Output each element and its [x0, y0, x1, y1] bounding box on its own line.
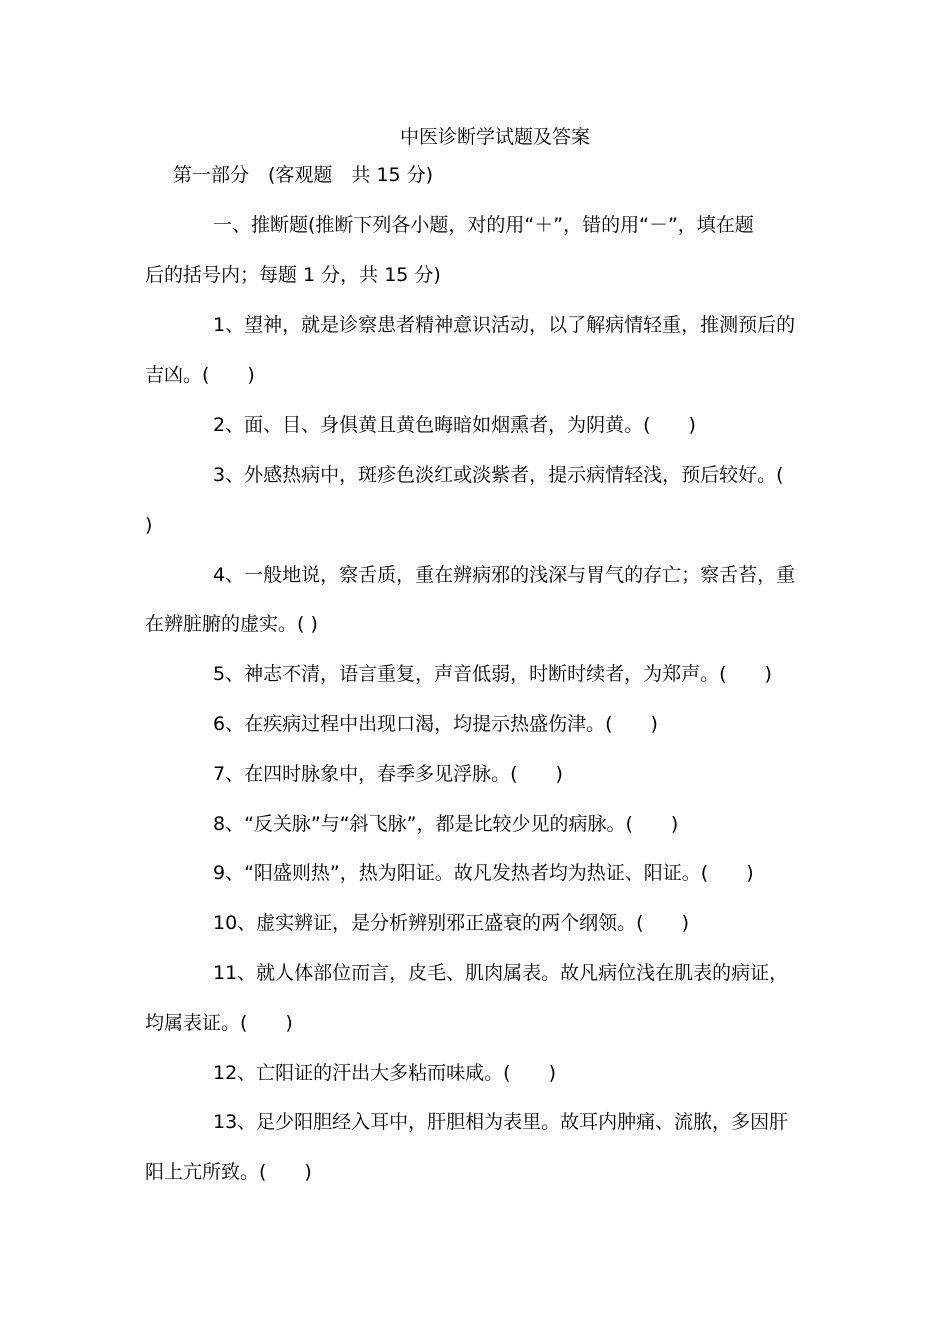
question-1-line-2: 吉凶。( ) [145, 364, 255, 386]
question-4-line-1: 4、一般地说，察舌质，重在辨病邪的浅深与胃气的存亡；察舌苔，重 [213, 564, 796, 586]
question-10: 10、虚实辨证，是分析辨别邪正盛衰的两个纲领。( ) [213, 912, 690, 934]
question-4-line-2: 在辨脏腑的虚实。( ) [145, 613, 318, 635]
question-11-line-1: 11、就人体部位而言，皮毛、肌肉属表。故凡病位浅在肌表的病证， [213, 962, 789, 984]
question-3-line-1: 3、外感热病中，斑疹色淡红或淡紫者，提示病情轻浅，预后较好。( [213, 464, 784, 486]
question-3-line-2: ) [145, 514, 153, 536]
section-heading-line-1: 一、推断题(推断下列各小题，对的用“＋”，错的用“－”，填在题 [213, 214, 754, 236]
section-heading-line-2: 后的括号内；每题 1 分，共 15 分) [145, 264, 441, 286]
question-13-line-1: 13、足少阳胆经入耳中，肝胆相为表里。故耳内肿痛、流脓，多因肝 [213, 1111, 789, 1133]
question-13-line-2: 阳上亢所致。( ) [145, 1161, 312, 1183]
question-7: 7、在四时脉象中，春季多见浮脉。( ) [213, 763, 563, 785]
question-6: 6、在疾病过程中出现口渴，均提示热盛伤津。( ) [213, 713, 658, 735]
question-5: 5、神志不清，语言重复，声音低弱，时断时续者，为郑声。( ) [213, 663, 772, 685]
document-title: 中医诊断学试题及答案 [399, 126, 590, 148]
question-2: 2、面、目、身俱黄且黄色晦暗如烟熏者，为阴黄。( ) [213, 414, 696, 436]
question-8: 8、“反关脉”与“斜飞脉”，都是比较少见的病脉。( ) [213, 813, 679, 835]
question-9: 9、“阳盛则热”，热为阳证。故凡发热者均为热证、阳证。( ) [213, 862, 754, 884]
question-11-line-2: 均属表证。( ) [145, 1012, 293, 1034]
part-heading: 第一部分 (客观题 共 15 分) [173, 164, 434, 186]
question-1-line-1: 1、望神，就是诊察患者精神意识活动，以了解病情轻重，推测预后的 [213, 314, 796, 336]
question-12: 12、亡阳证的汗出大多粘而味咸。( ) [213, 1062, 557, 1084]
